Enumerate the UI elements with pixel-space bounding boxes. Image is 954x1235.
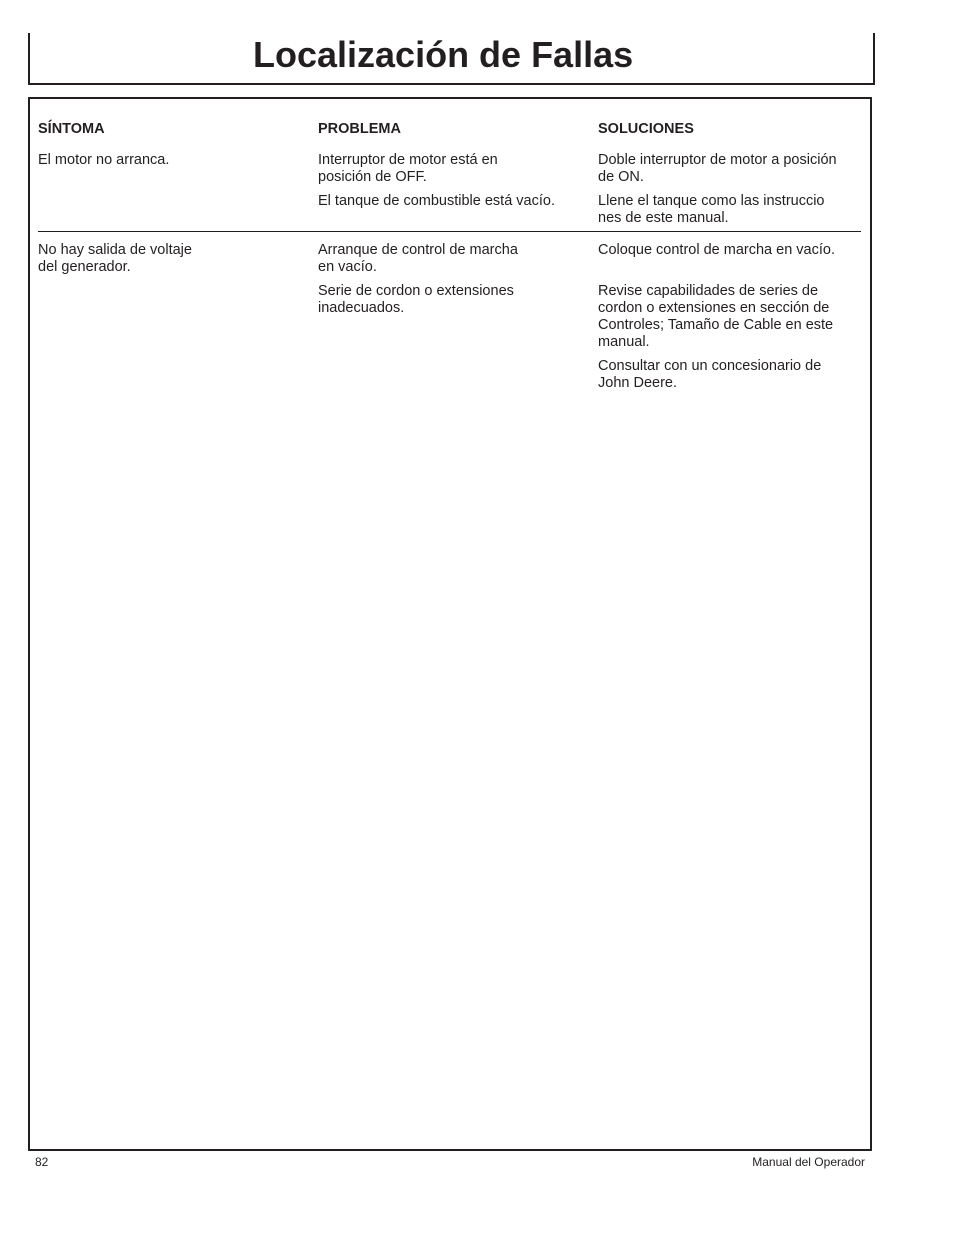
row1-symptom: El motor no arranca. [38, 152, 170, 168]
header-problem: PROBLEMA [318, 121, 401, 137]
row2-problem-2: Serie de cordon o extensiones inadecuados. [318, 283, 514, 316]
title-box [28, 33, 875, 85]
header-solutions: SOLUCIONES [598, 121, 694, 137]
row2-symptom: No hay salida de voltaje del generador. [38, 242, 192, 275]
row1-problem-2: El tanque de combustible está vacío. [318, 193, 555, 209]
row2-solution-1: Coloque control de marcha en vacío. [598, 242, 835, 258]
header-symptom: SÍNTOMA [38, 121, 105, 137]
page-title: Localización de Fallas [253, 34, 634, 75]
page-number: 82 [35, 1155, 49, 1169]
document-name: Manual del Operador [752, 1155, 865, 1169]
row1-problem-1: Interruptor de motor está en posición de OFF. [318, 152, 498, 185]
row-divider [38, 231, 861, 232]
row2-solution-3: Consultar con un concesionario de John Deere. [598, 358, 822, 391]
row1-solution-1: Doble interruptor de motor a posición de ON. [598, 152, 837, 185]
row2-problem-1: Arranque de control de marcha en vacío. [318, 242, 518, 275]
row1-solution-2: Llene el tanque como las instruccio nes de este manual. [598, 193, 825, 226]
row2-solution-2: Revise capabilidades de series de cordon o extensiones en sección de Controles; Tamaño de Cable en este manual. [598, 283, 834, 350]
troubleshooting-table [28, 97, 872, 1151]
